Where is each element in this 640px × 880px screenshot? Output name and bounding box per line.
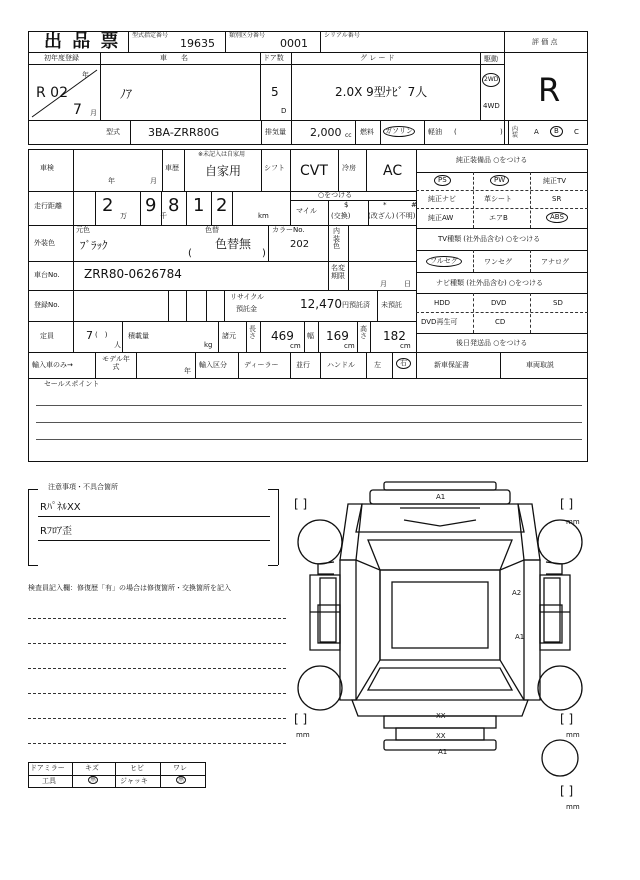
equip-sr[interactable]: SR: [552, 195, 562, 203]
mileage-swap-top[interactable]: $: [344, 201, 349, 209]
recycle-label-1: リサイクル: [230, 293, 265, 301]
diagram-side-a1: A1: [515, 633, 525, 641]
mileage-label: 走行距離: [34, 202, 62, 210]
width-value: 169: [326, 329, 349, 343]
tire-fl-bracket[interactable]: [ ]: [294, 497, 308, 511]
load-kg: kg: [204, 341, 213, 349]
capacity-paren: ( ): [95, 331, 108, 339]
name-change-day: 日: [404, 280, 411, 288]
doors-value: 5: [271, 85, 279, 99]
legend-tool-value[interactable]: 無: [90, 776, 97, 783]
tire-spare-mm: mm: [566, 803, 580, 811]
inspector-label: 検査員記入欄：修復歴「有」の場合は修復箇所・交換箇所を記入: [28, 584, 231, 592]
import-type-label: 輸入区分: [199, 361, 227, 369]
mileage-km: km: [258, 212, 269, 220]
mileage-tamper-bottom[interactable]: (改ざん): [368, 212, 395, 220]
chassis-label: 車台No.: [34, 271, 60, 279]
diagram-rear-a1: A1: [438, 748, 448, 756]
height-value: 182: [383, 329, 406, 343]
later-title: 後日発送品 ○をつける: [456, 339, 528, 347]
orig-color-label: 元色: [76, 226, 90, 234]
tire-rr-mm: mm: [566, 731, 580, 739]
mileage-tsukeru: ○をつける: [318, 191, 353, 199]
navi-title: ナビ種類 (社外品含む) ○をつける: [436, 279, 544, 287]
first-reg-month: 7: [73, 102, 82, 118]
legend-scratch: キズ: [85, 764, 99, 772]
cc-unit: cc: [345, 132, 352, 139]
model-value: 3BA-ZRR80G: [148, 126, 220, 139]
ac-label: 冷房: [342, 164, 356, 172]
length-label: 長さ: [249, 325, 256, 340]
fuel-paren-close: ): [500, 128, 503, 136]
mileage-digit-2: 9: [145, 195, 157, 216]
first-reg-year-unit: 年: [82, 71, 89, 79]
legend-break: ワレ: [173, 764, 187, 772]
rating-label: 評 価 点: [532, 38, 558, 46]
model-spec-value: 19635: [180, 37, 215, 50]
mileage-digit-3: 8: [168, 195, 180, 216]
width-cm: cm: [344, 342, 355, 350]
tv-title: TV種類 (社外品含む) ○をつける: [438, 235, 541, 243]
tire-rl-mm: mm: [296, 731, 310, 739]
ac-value: AC: [383, 163, 403, 179]
repaint-paren-open: (: [188, 248, 192, 259]
fuel-gas[interactable]: ガソリン: [385, 127, 413, 135]
shift-value: CVT: [300, 163, 328, 179]
note-line-2: Rﾌﾛｱ歪: [40, 526, 72, 537]
diagram-side-a2: A2: [512, 589, 522, 597]
capacity-value: 7: [86, 329, 93, 342]
dims-label: 諸元: [222, 332, 236, 340]
name-change-label: 名変期限: [331, 264, 345, 281]
tire-rl-bracket[interactable]: [ ]: [294, 712, 308, 726]
model-label: 型式: [106, 128, 120, 136]
handle-left[interactable]: 左: [374, 361, 381, 369]
tv-analog[interactable]: アナログ: [541, 258, 569, 266]
drive-2wd[interactable]: 2WD: [482, 73, 500, 87]
model-spec-label: 型式指定番号: [132, 32, 169, 39]
sales-point-label: セールスポイント: [44, 380, 100, 388]
equip-pw[interactable]: PW: [490, 175, 509, 186]
doors-label: ドア数: [263, 54, 284, 62]
dealer-label[interactable]: ディーラー: [244, 361, 279, 369]
displacement-label: 排気量: [265, 128, 286, 136]
equip-navi[interactable]: 純正ナビ: [428, 195, 456, 203]
navi-sd[interactable]: SD: [553, 299, 563, 307]
equip-airbag[interactable]: エアB: [489, 214, 508, 222]
equip-ps[interactable]: PS: [434, 175, 451, 186]
equipment-title: 純正装備品 ○をつける: [456, 156, 528, 164]
equip-tv[interactable]: 純正TV: [543, 177, 567, 185]
navi-hdd[interactable]: HDD: [434, 299, 451, 307]
orig-color-value: ﾌﾞﾗｯｸ: [80, 239, 108, 252]
first-reg-era: R 02: [36, 85, 68, 101]
history-label: 車歴: [165, 164, 179, 172]
mileage-digit-4: 1: [193, 195, 205, 216]
import-label: 輸入車のみ→: [32, 361, 73, 369]
tv-one[interactable]: ワンセグ: [484, 258, 512, 266]
color-no-label: カラーNo.: [272, 226, 305, 234]
doors-sub: D: [281, 107, 287, 115]
first-reg-label: 初年度登録: [44, 54, 79, 62]
parallel-label[interactable]: 並行: [296, 361, 310, 369]
model-year-label: モデル年式: [102, 355, 130, 372]
grade-value: 2.0X 9型ﾅﾋﾞ 7人: [335, 85, 428, 99]
legend-jack: ジャッキ: [120, 777, 148, 785]
history-note: ※未記入は自家用: [198, 151, 246, 158]
mileage-sen: 千: [160, 212, 167, 220]
interior-c[interactable]: C: [574, 128, 579, 136]
navi-dvd[interactable]: DVD: [491, 299, 507, 307]
tire-rr-bracket[interactable]: [ ]: [560, 712, 574, 726]
width-label: 幅: [307, 332, 314, 340]
later-manual[interactable]: 車両取説: [526, 361, 554, 369]
mileage-swap-bottom[interactable]: (交換): [331, 212, 351, 220]
note-line-1: RﾊﾟﾈﾙXX: [40, 502, 81, 513]
fuel-light[interactable]: 軽油: [428, 128, 442, 136]
mileage-unknown-top[interactable]: #: [411, 201, 417, 209]
mileage-mile[interactable]: マイル: [296, 207, 317, 215]
fuel-label: 燃料: [360, 128, 374, 136]
tire-fr-bracket[interactable]: [ ]: [560, 497, 574, 511]
height-cm: cm: [400, 342, 411, 350]
capacity-label: 定員: [40, 332, 54, 340]
legend-jack-value[interactable]: 無: [178, 776, 185, 783]
tv-full[interactable]: フルセグ: [426, 256, 462, 267]
car-name-value: ﾉｱ: [120, 87, 133, 101]
mileage-tamper-top[interactable]: *: [383, 201, 387, 209]
first-reg-month-unit: 月: [90, 109, 97, 117]
inspection-month-unit: 月: [150, 177, 157, 185]
equip-abs[interactable]: ABS: [546, 212, 568, 223]
shift-label: シフト: [264, 164, 285, 172]
rating-value: R: [538, 71, 561, 109]
drive-label: 駆動: [484, 55, 498, 63]
legend-crack: ヒビ: [130, 764, 144, 772]
serial-label: シリアル番号: [324, 32, 360, 39]
diagram-front-a1: A1: [436, 493, 446, 501]
navi-cd[interactable]: CD: [495, 318, 506, 326]
mileage-digit-5: 2: [216, 195, 228, 216]
recycle-unpaid[interactable]: 未預託: [381, 301, 402, 309]
repaint-value: 色替無: [215, 237, 252, 251]
equip-leather[interactable]: 革シート: [484, 195, 512, 203]
handle-right[interactable]: 右: [396, 358, 411, 369]
recycle-value: 12,470: [300, 297, 342, 311]
navi-dvd-play[interactable]: DVD再生可: [421, 318, 458, 326]
height-label: 高さ: [360, 325, 367, 340]
diagram-rear-xx1: XX: [436, 712, 446, 720]
interior-b[interactable]: B: [550, 126, 563, 137]
notes-title: 注意事項・不具合箇所: [48, 483, 118, 491]
legend-mirror: ドアミラー: [30, 764, 65, 772]
mileage-unknown-bottom[interactable]: (不明): [396, 212, 416, 220]
interior-color-label: 内装色: [333, 227, 340, 251]
mileage-digit-1: 2: [102, 195, 114, 216]
recycle-label-2: 預託金: [236, 305, 257, 313]
repaint-label: 色替: [205, 226, 219, 234]
grade-label: グ レ ー ド: [360, 54, 395, 62]
load-label: 積載量: [128, 332, 149, 340]
chassis-value: ZRR80-0626784: [84, 267, 182, 281]
diagram-rear-xx2: XX: [436, 732, 446, 740]
category-value: 0001: [280, 37, 308, 50]
category-label: 類別区分番号: [229, 32, 266, 39]
capacity-person: 人: [114, 341, 121, 349]
length-value: 469: [271, 329, 294, 343]
later-warranty[interactable]: 新車保証書: [434, 361, 469, 369]
form-title: 出 品 票: [44, 31, 121, 52]
interior-a[interactable]: A: [534, 128, 539, 136]
inspection-year-unit: 年: [108, 177, 115, 185]
tire-spare-bracket[interactable]: [ ]: [560, 784, 574, 798]
legend-tool: 工具: [42, 777, 56, 785]
fuel-paren-open: (: [454, 128, 457, 136]
mileage-man: 万: [120, 212, 127, 220]
name-change-month: 月: [380, 280, 387, 288]
handle-label: ハンドル: [327, 361, 355, 369]
recycle-paid[interactable]: 円預託済: [342, 301, 370, 309]
length-cm: cm: [290, 342, 301, 350]
model-year-unit: 年: [184, 367, 191, 375]
interior-label: 内装: [512, 126, 519, 139]
repaint-paren-close: ): [262, 248, 266, 259]
inspection-label: 車検: [40, 164, 54, 172]
drive-4wd[interactable]: 4WD: [483, 102, 500, 110]
car-name-label: 車 名: [160, 54, 188, 62]
exterior-color-label: 外装色: [34, 239, 55, 247]
equip-aw[interactable]: 純正AW: [428, 214, 454, 222]
displacement-value: 2,000: [310, 126, 342, 139]
reg-no-label: 登録No.: [34, 301, 60, 309]
color-no-value: 202: [290, 239, 310, 250]
tire-fr-mm: mm: [566, 518, 580, 526]
history-value: 自家用: [205, 164, 242, 178]
